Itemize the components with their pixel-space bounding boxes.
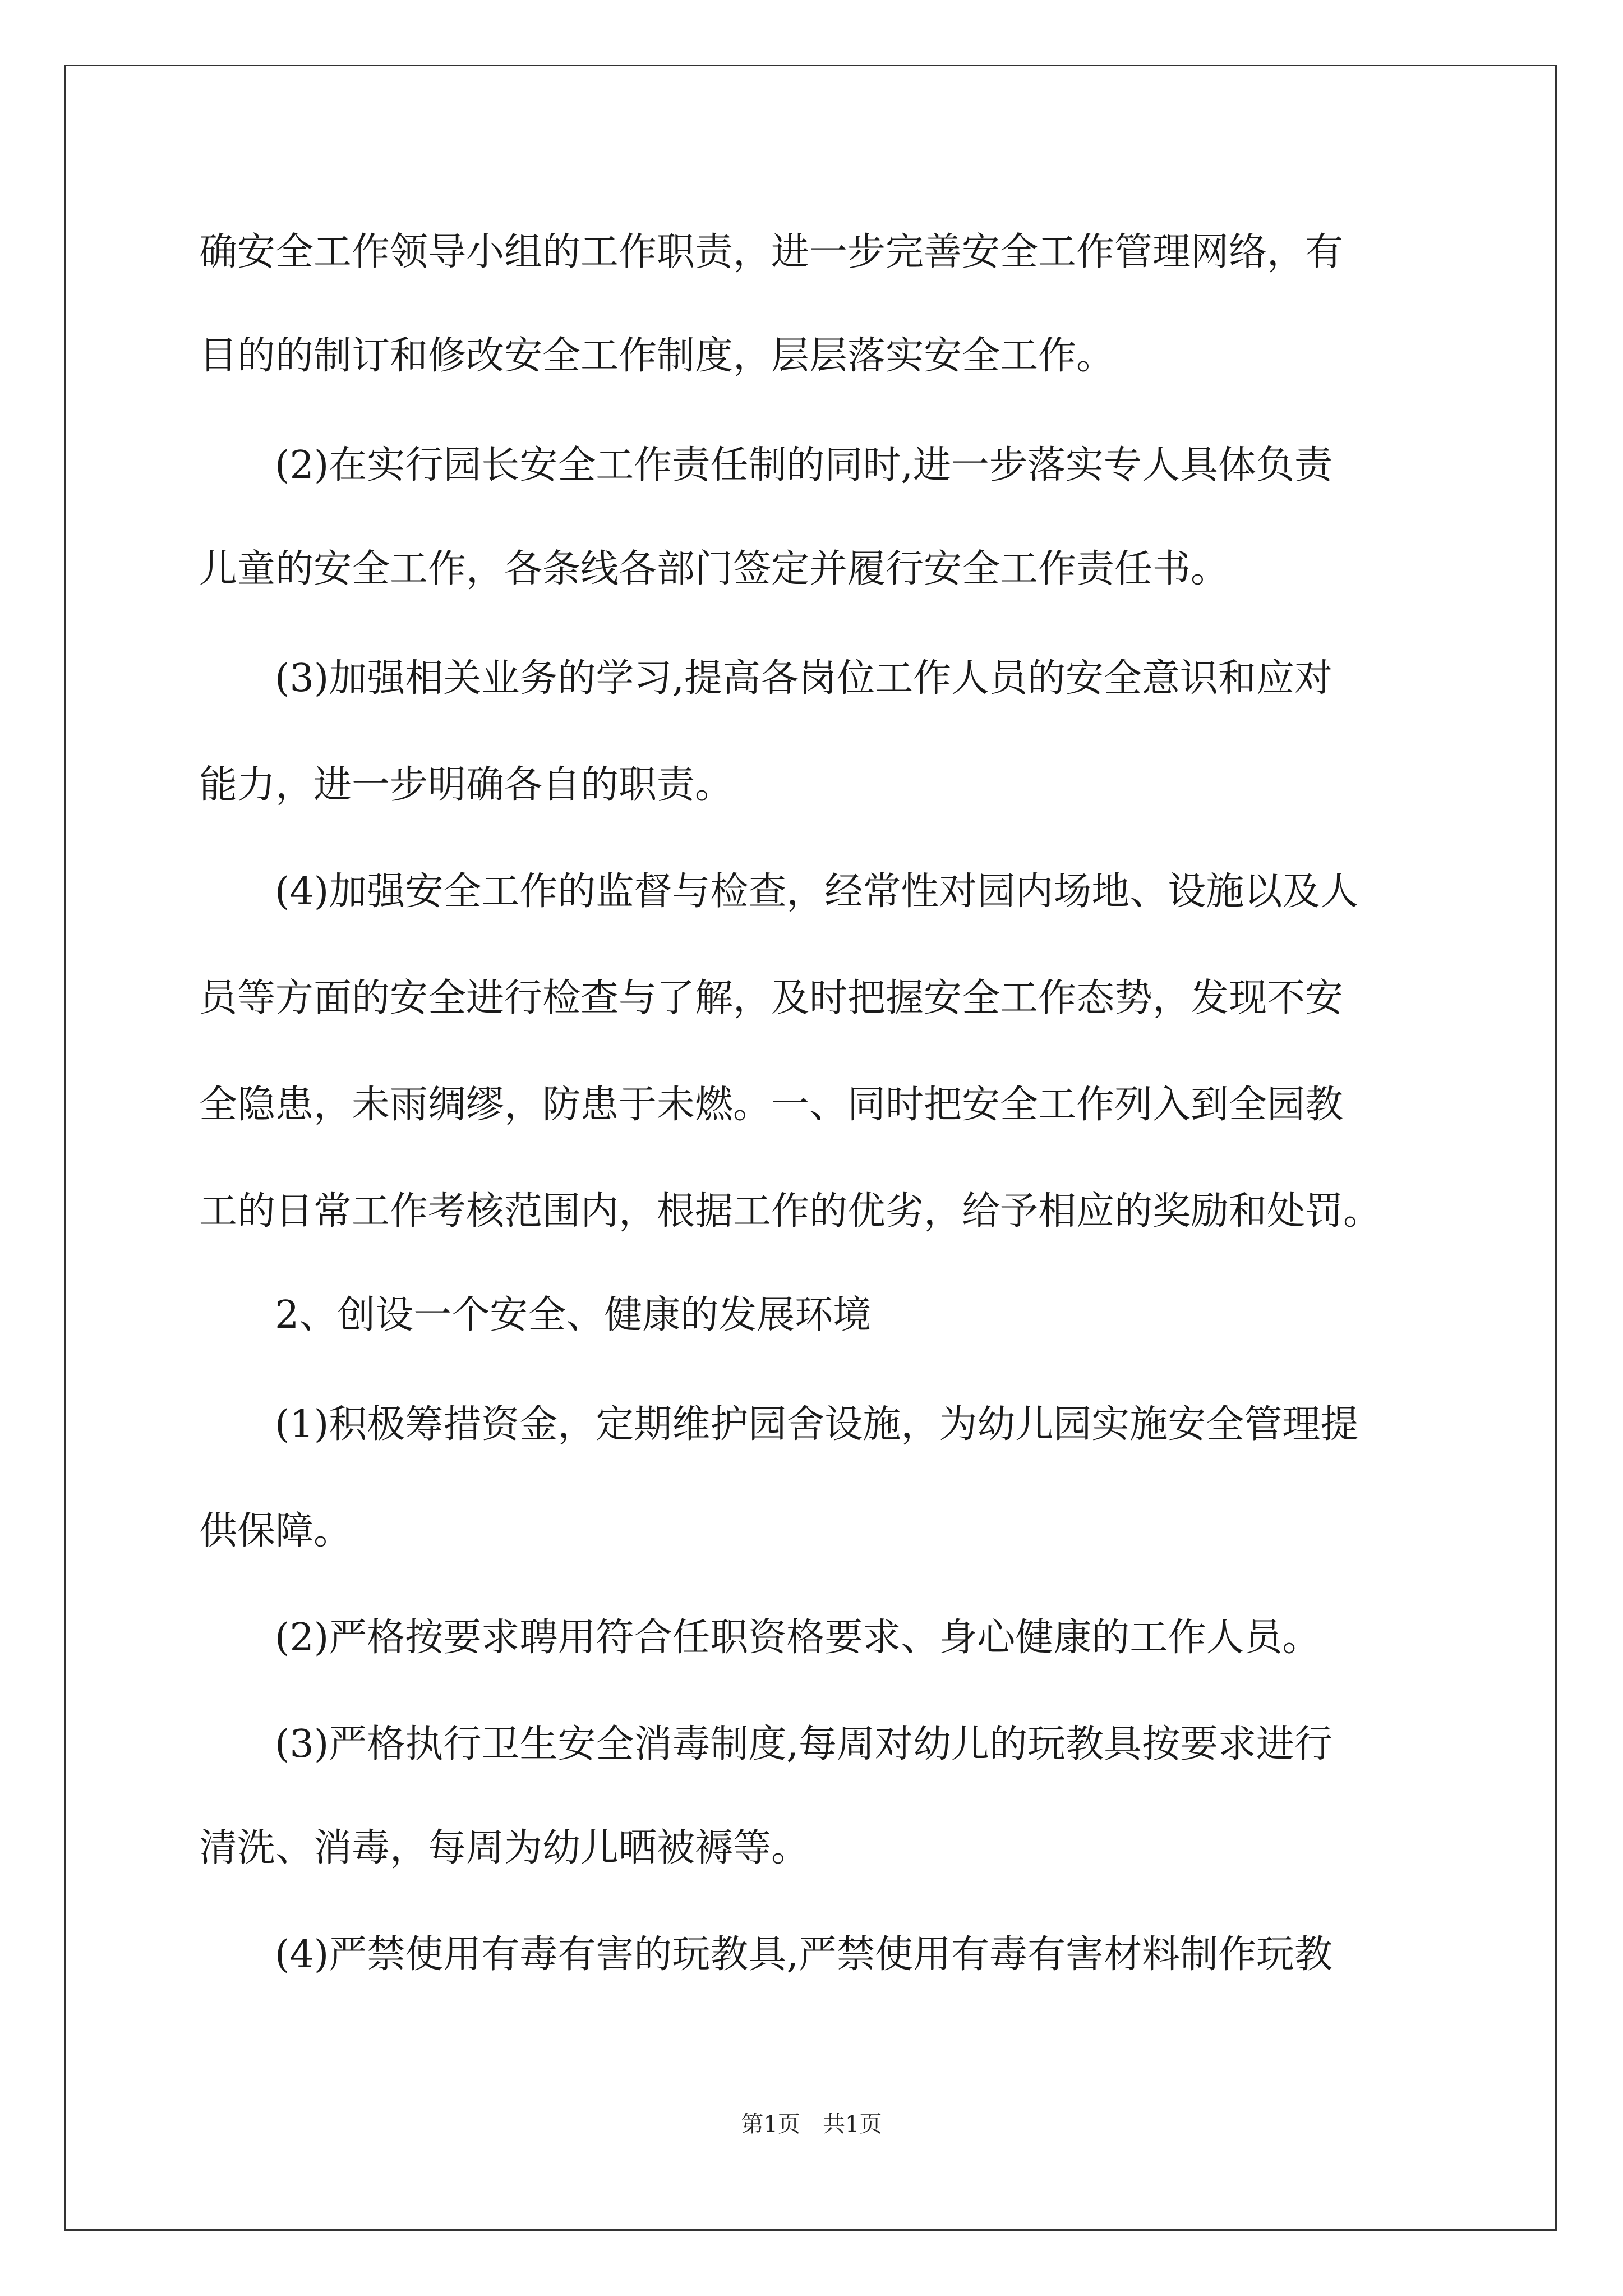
text-line-9: 全隐患，未雨绸缪，防患于未燃。一、同时把安全工作列入到全园教: [199, 1083, 1344, 1127]
text-line-16: 清洗、消毒，每周为幼儿晒被褥等。: [199, 1826, 810, 1870]
page-border: [64, 65, 1557, 2231]
text-line-6: 能力，进一步明确各自的职责。: [199, 763, 734, 807]
text-line-4: 儿童的安全工作，各条线各部门签定并履行安全工作责任书。: [199, 547, 1229, 591]
text-line-3: (2)在实行园长安全工作责任制的同时,进一步落实专人具体负责: [275, 443, 1332, 487]
text-line-5: (3)加强相关业务的学习,提高各岗位工作人员的安全意识和应对: [275, 656, 1332, 701]
text-line-1: 确安全工作领导小组的工作职责，进一步完善安全工作管理网络，有: [199, 230, 1344, 274]
text-line-10: 工的日常工作考核范围内，根据工作的优劣，给予相应的奖励和处罚。: [199, 1189, 1382, 1234]
text-line-2: 目的的制订和修改安全工作制度，层层落实安全工作。: [199, 334, 1115, 378]
text-line-8: 员等方面的安全进行检查与了解，及时把握安全工作态势，发现不安: [199, 976, 1344, 1020]
page-number: 第1页: [741, 2111, 800, 2137]
text-line-12: (1)积极筹措资金，定期维护园舍设施，为幼儿园实施安全管理提: [275, 1402, 1359, 1447]
text-line-7: (4)加强安全工作的监督与检查，经常性对园内场地、设施以及人: [275, 869, 1359, 914]
text-line-13: 供保障。: [199, 1509, 352, 1553]
page-total: 共1页: [823, 2111, 882, 2137]
text-line-11: 2、创设一个安全、健康的发展环境: [275, 1293, 872, 1337]
text-line-15: (3)严格执行卫生安全消毒制度,每周对幼儿的玩教具按要求进行: [275, 1722, 1332, 1766]
text-line-14: (2)严格按要求聘用符合任职资格要求、身心健康的工作人员。: [275, 1616, 1321, 1660]
text-line-17: (4)严禁使用有毒有害的玩教具,严禁使用有毒有害材料制作玩教: [275, 1932, 1332, 1977]
page-footer: [0, 2106, 1623, 2138]
